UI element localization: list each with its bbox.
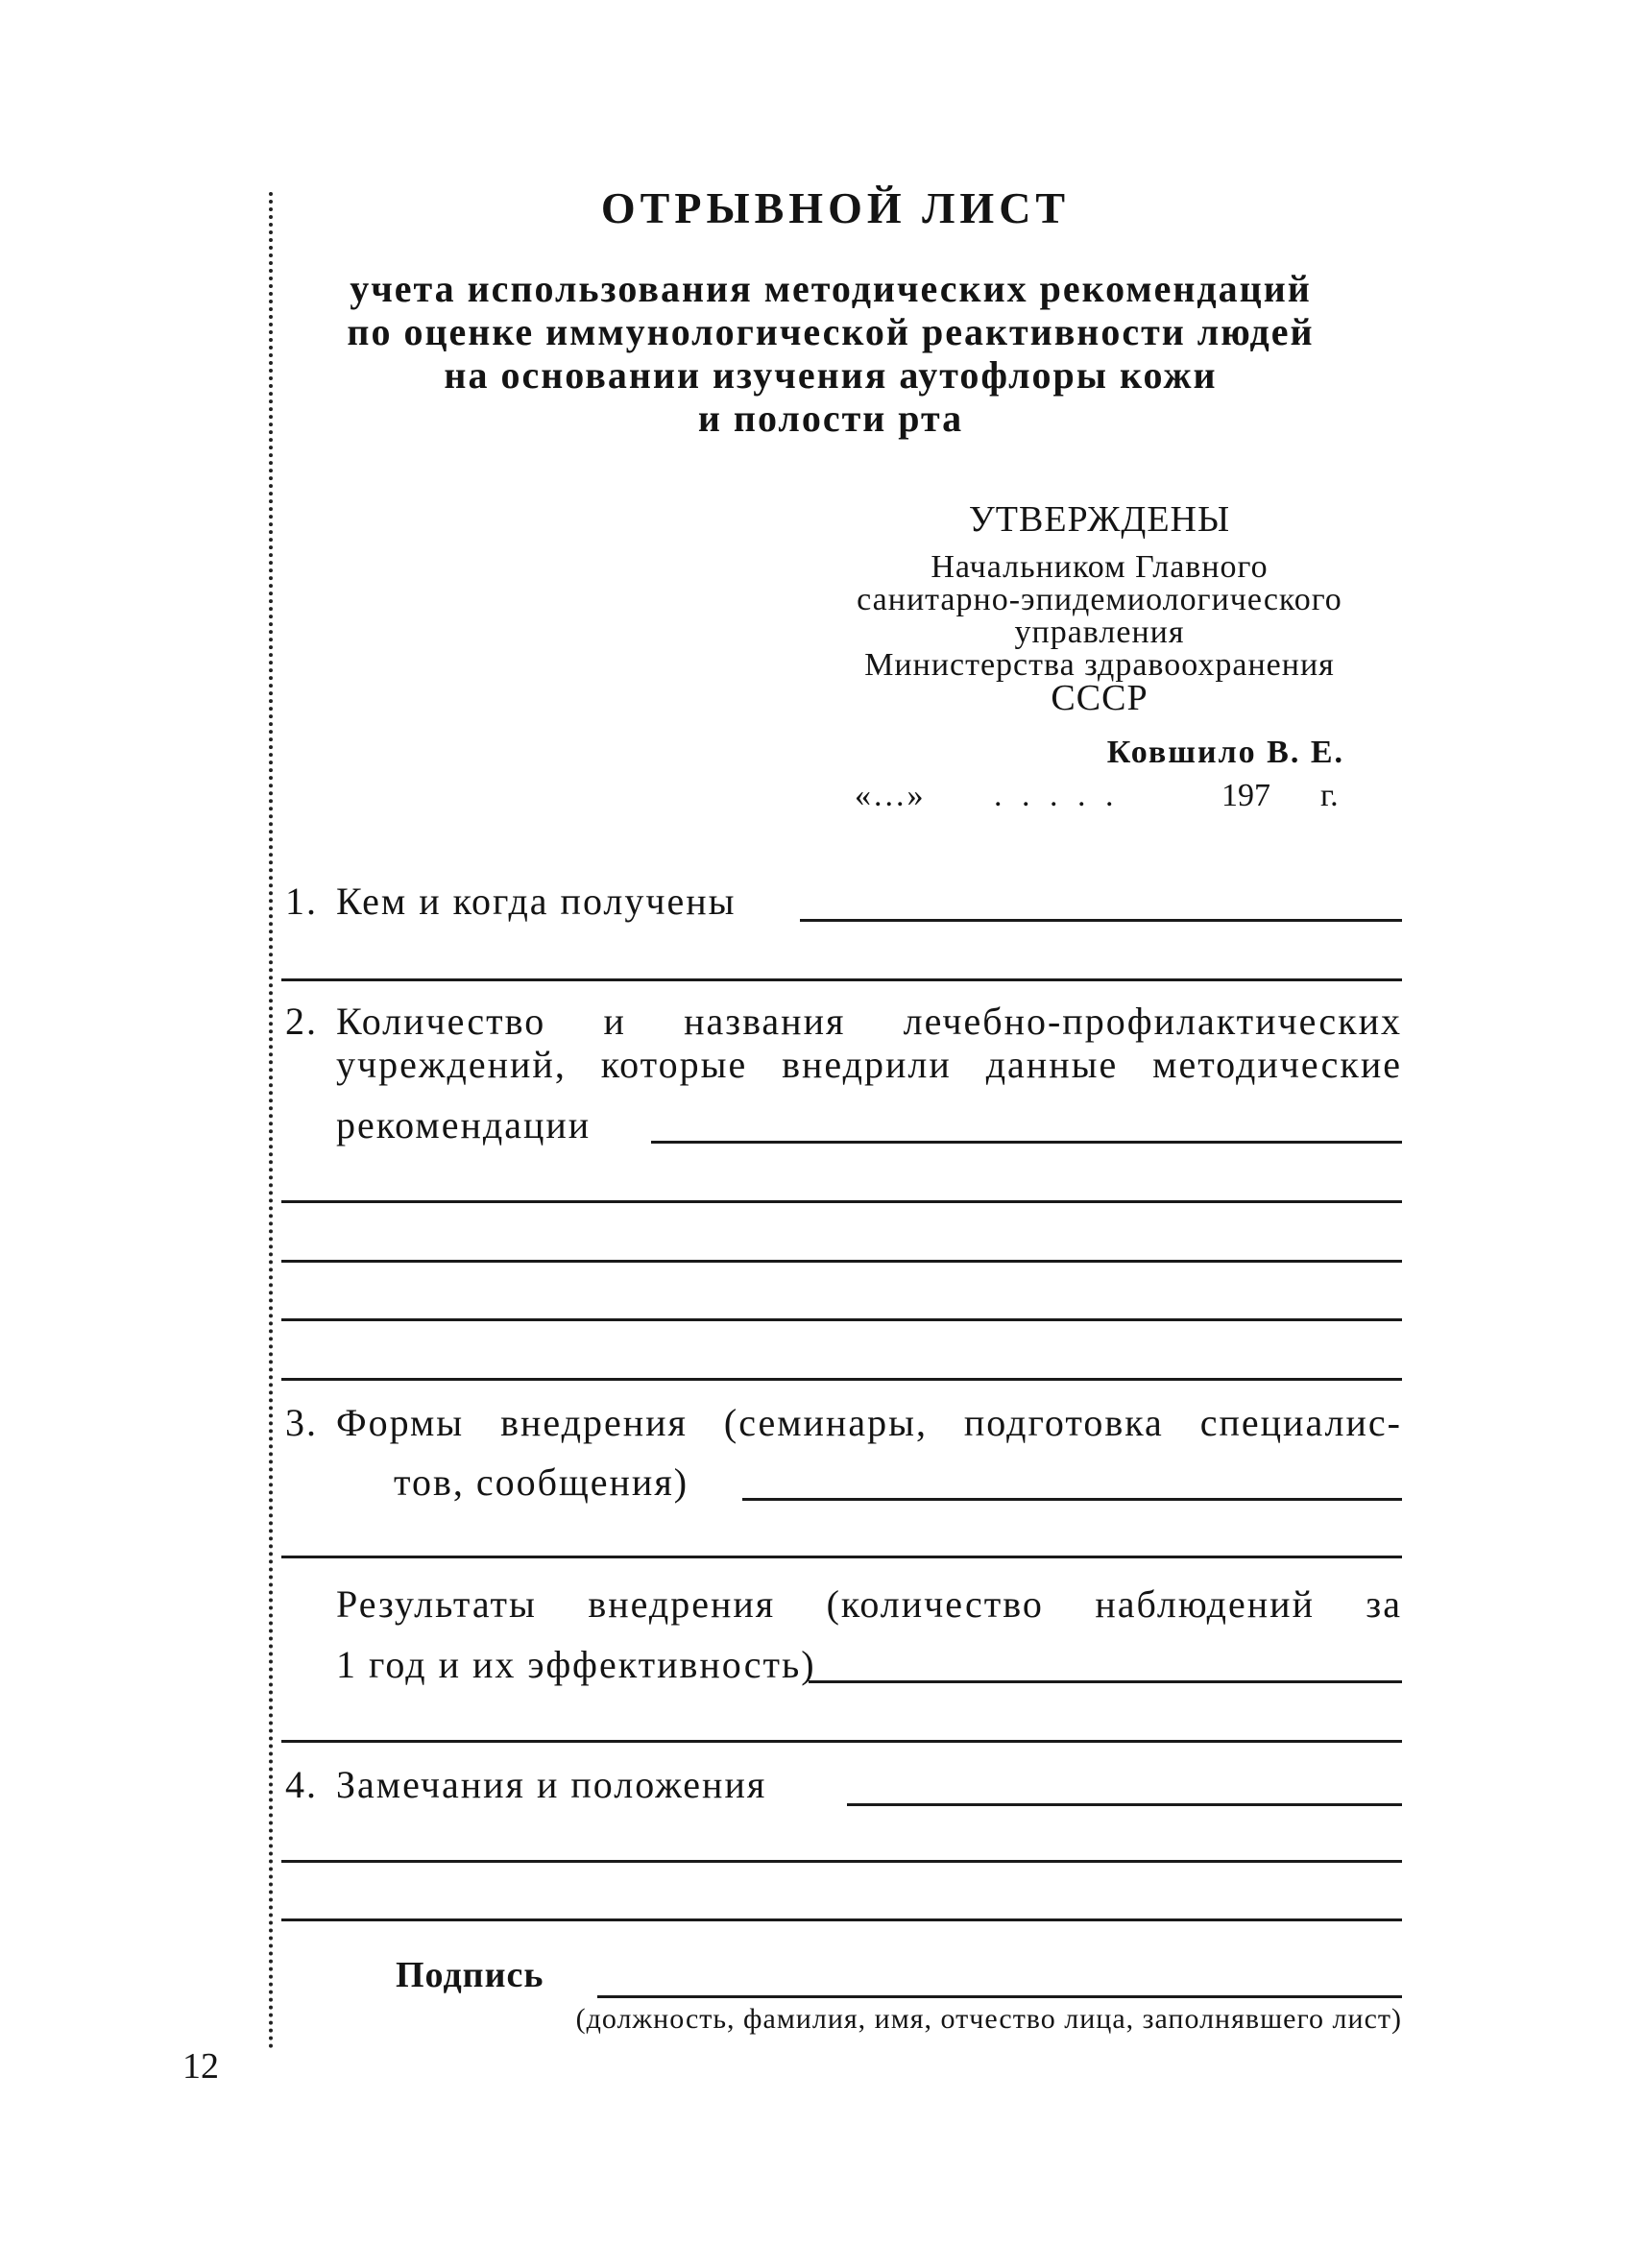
- approval-date-dots: . . . . .: [994, 778, 1120, 813]
- signature-hint: (должность, фамилия, имя, отчество лица, заполнявшего лист): [575, 2003, 1402, 2035]
- results-line-2: 1 год и их эффективность): [336, 1643, 816, 1686]
- item-1-number: 1.: [285, 880, 318, 923]
- approval-line-3: управления: [1014, 615, 1185, 650]
- approval-heading: УТВЕРЖДЕНЫ: [968, 499, 1231, 540]
- approval-line-2: санитарно-эпидемиологического: [857, 582, 1342, 617]
- approval-line-5: СССР: [1051, 678, 1148, 718]
- subtitle-line-4: и полости рта: [697, 397, 964, 440]
- approval-year: 197: [1221, 778, 1270, 813]
- item-2-fill-line-4[interactable]: [281, 1318, 1402, 1321]
- signature-label: Подпись: [396, 1955, 544, 1995]
- item-4-fill-line[interactable]: [847, 1803, 1402, 1806]
- item-2-fill-line-3[interactable]: [281, 1260, 1402, 1263]
- approver-name: Ковшило В. Е.: [1106, 735, 1344, 770]
- signature-fill-line[interactable]: [597, 1995, 1402, 1998]
- results-line-1: Результаты внедрения (количество наблюдений за: [336, 1582, 1402, 1626]
- item-3-line-1: Формы внедрения (семинары, подготовка специалис-: [336, 1401, 1402, 1444]
- item-2-line-1: Количество и названия лечебно-профилактических: [336, 1000, 1402, 1043]
- subtitle-line-3: на основании изучения аутофлоры кожи: [444, 353, 1218, 397]
- perforation-line: [269, 192, 273, 2050]
- item-1-fill-line-2[interactable]: [281, 978, 1402, 981]
- item-2-line-2: учреждений, которые внедрили данные методические: [336, 1043, 1402, 1086]
- item-2-fill-line-5[interactable]: [281, 1378, 1402, 1381]
- item-2-line-3: рекомендации: [336, 1103, 592, 1146]
- item-4-number: 4.: [285, 1763, 318, 1806]
- approval-date-open: «...»: [855, 778, 927, 813]
- results-fill-line-2[interactable]: [281, 1740, 1402, 1743]
- item-3-line-2: тов, сообщения): [394, 1460, 689, 1504]
- results-fill-line[interactable]: [809, 1680, 1402, 1683]
- form-title: ОТРЫВНОЙ ЛИСТ: [600, 183, 1071, 232]
- item-3-fill-line[interactable]: [742, 1498, 1402, 1501]
- item-1-fill-line[interactable]: [800, 919, 1402, 922]
- item-2-fill-line[interactable]: [651, 1141, 1402, 1144]
- item-1-label: Кем и когда получены: [336, 880, 737, 923]
- subtitle-line-1: учета использования методических рекомендаций: [350, 267, 1312, 310]
- page-number: 12: [182, 2046, 219, 2087]
- approval-year-suffix: г.: [1320, 778, 1339, 813]
- item-3-fill-line-2[interactable]: [281, 1556, 1402, 1558]
- item-4-fill-line-2[interactable]: [281, 1860, 1402, 1863]
- item-4-label: Замечания и положения: [336, 1763, 767, 1806]
- subtitle-line-2: по оценке иммунологической реактивности людей: [347, 310, 1315, 353]
- item-2-fill-line-2[interactable]: [281, 1200, 1402, 1203]
- item-2-number: 2.: [285, 1000, 318, 1043]
- approval-line-4: Министерства здравоохранения: [864, 647, 1335, 683]
- item-4-fill-line-3[interactable]: [281, 1918, 1402, 1921]
- approval-line-1: Начальником Главного: [931, 549, 1269, 585]
- item-3-number: 3.: [285, 1401, 318, 1444]
